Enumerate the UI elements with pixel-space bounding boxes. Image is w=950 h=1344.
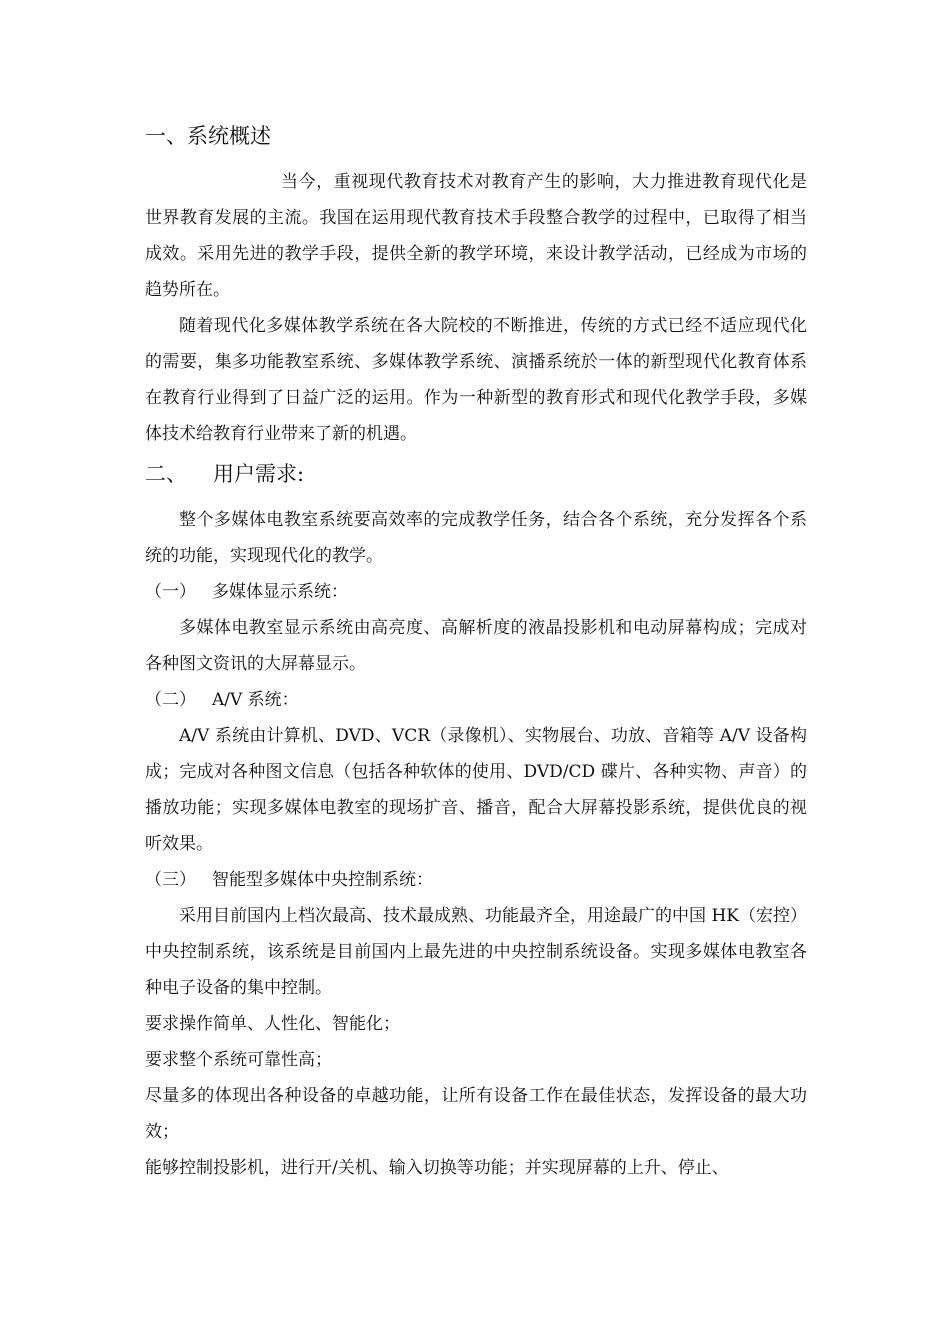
document-body bbox=[145, 118, 807, 1186]
subsection-title: A/V 系统： bbox=[212, 690, 299, 710]
requirement-item: 能够控制投影机，进行开/关机、输入切换等功能；并实现屏幕的上升、停止、 bbox=[145, 1158, 729, 1178]
paragraph-display-system: 多媒体电教室显示系统由高亮度、高解析度的液晶投影机和电动屏幕构成；完成对各种图文资讯的大屏幕显示。 bbox=[145, 618, 807, 674]
paragraph-overview-1: 当今，重视现代教育技术对教育产生的影响，大力推进教育现代化是世界教育发展的主流。我国在运用现代教育技术手段整合教学的过程中，已取得了相当成效。采用先进的教学手段，提供全新的教学环境，来设计教学活动，已经成为市场的趋势所在。 bbox=[145, 172, 807, 300]
heading-text: 用户需求: bbox=[213, 462, 305, 486]
requirement-item: 尽量多的体现出各种设备的卓越功能，让所有设备工作在最佳状态，发挥设备的最大功效； bbox=[145, 1086, 807, 1142]
subsection-title: 多媒体显示系统： bbox=[212, 582, 348, 602]
subsection-number: （三） bbox=[145, 870, 196, 890]
requirement-item: 要求整个系统可靠性高； bbox=[145, 1050, 332, 1070]
subsection-number: （二） bbox=[145, 690, 196, 710]
paragraph-av-system: A/V 系统由计算机、DVD、VCR（录像机）、实物展台、功放、音箱等 A/V 设备构成；完成对各种图文信息（包括各种软体的使用、DVD/CD 碟片、各种实物、声音）的播放功能；实现多媒体电教室的现场扩音、播音，配合大屏幕投影系统，提供优良的视听效果。 bbox=[145, 726, 807, 854]
paragraph-overview-2: 随着现代化多媒体教学系统在各大院校的不断推进，传统的方式已经不适应现代化的需要，集多功能教室系统、多媒体教学系统、演播系统於一体的新型现代化教育体系在教育行业得到了日益广泛的运用。作为一种新型的教育形式和现代化教学手段，多媒体技术给教育行业带来了新的机遇。 bbox=[145, 316, 807, 444]
subsection-heading-av bbox=[145, 682, 807, 718]
paragraph-requirements-intro: 整个多媒体电教室系统要高效率的完成教学任务，结合各个系统，充分发挥各个系统的功能，实现现代化的教学。 bbox=[145, 510, 807, 566]
heading-number: 二、 bbox=[145, 462, 187, 486]
section-heading-requirements bbox=[145, 456, 807, 492]
subsection-number: （一） bbox=[145, 582, 196, 602]
subsection-heading-display bbox=[145, 574, 807, 610]
subsection-heading-control bbox=[145, 862, 807, 898]
subsection-title: 智能型多媒体中央控制系统： bbox=[212, 870, 433, 890]
requirement-item: 要求操作简单、人性化、智能化； bbox=[145, 1014, 400, 1034]
heading-text: 一、系统概述 bbox=[145, 124, 271, 148]
section-heading-overview bbox=[145, 118, 807, 154]
paragraph-control-system: 采用目前国内上档次最高、技术最成熟、功能最齐全，用途最广的中国 HK（宏控）中央控制系统，该系统是目前国内上最先进的中央控制系统设备。实现多媒体电教室各种电子设备的集中控制。 bbox=[145, 906, 807, 998]
